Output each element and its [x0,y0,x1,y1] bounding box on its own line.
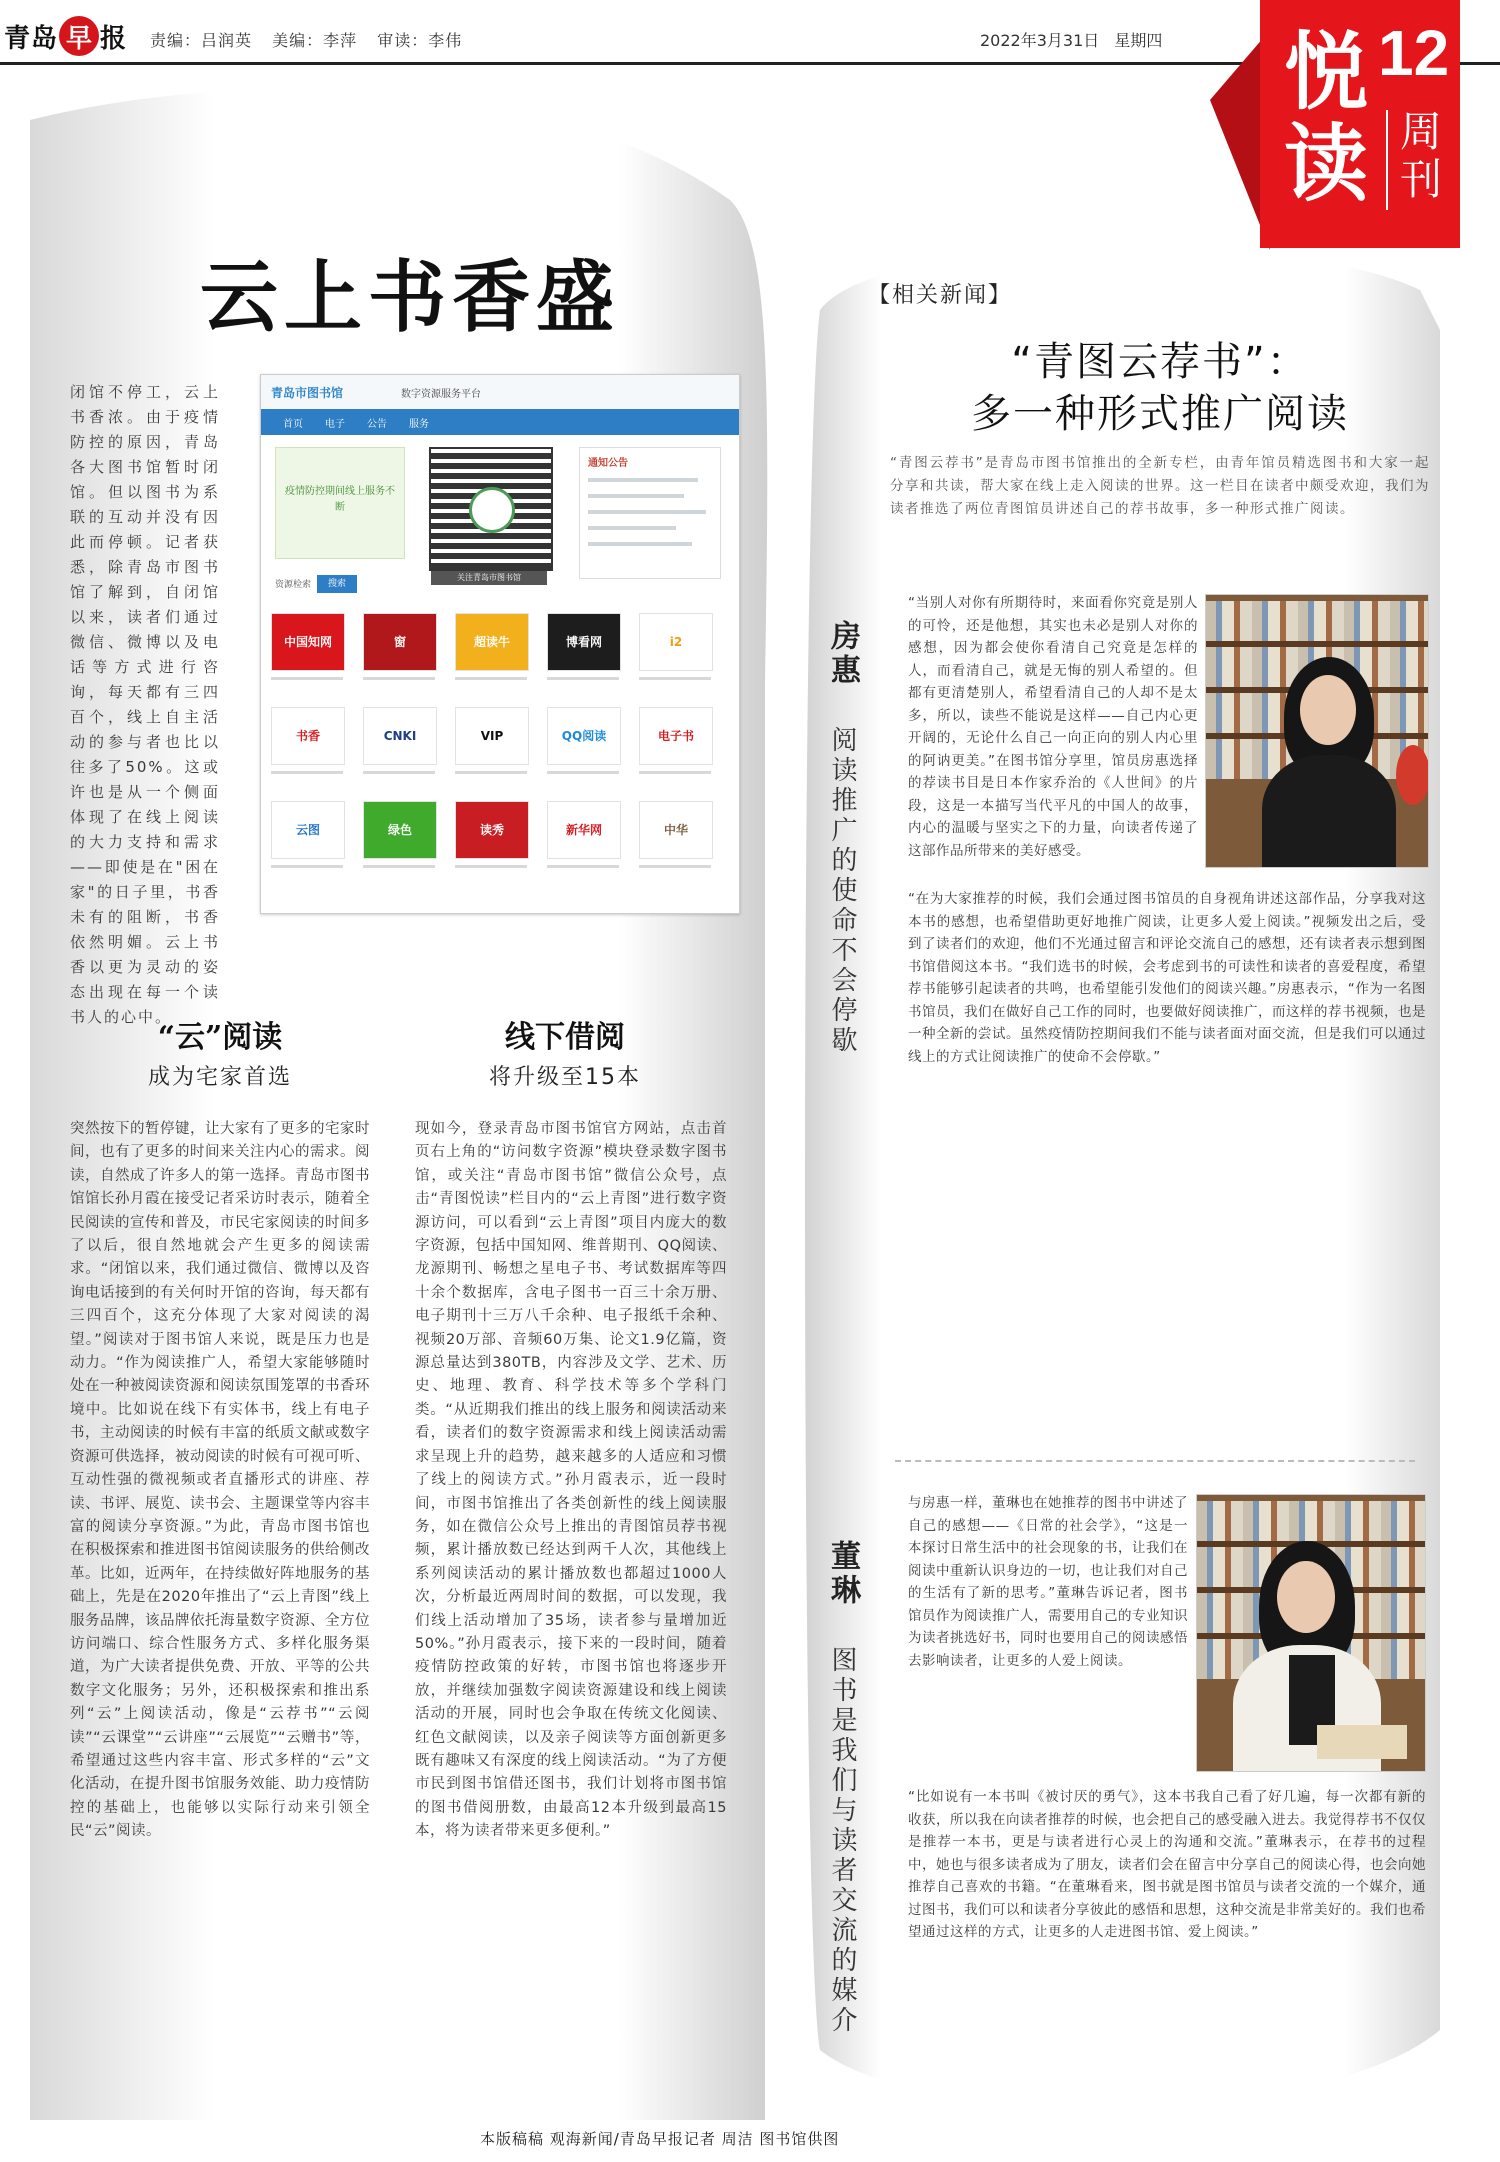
inset-news-title: 通知公告 [588,458,628,469]
issue-weekday: 星期四 [1114,31,1163,50]
editor-credits [150,28,476,51]
section1-body: 突然按下的暂停键，让大家有了更多的宅家时间，也有了更多的时间来关注内心的需求。阅读，自然成了许多人的第一选择。青岛市图书馆馆长孙月霞在接受记者采访时表示，随着全民阅读的宣传和普及，市民宅家阅读的时间多了以后，很自然地就会产生更多的阅读需求。“闭馆以来，我们通过微信、微博以及咨询电话接到的有关何时开馆的咨询，每天都有三四百个，这充分体现了大家对阅读的渴望。”阅读对于图书馆人来说，既是压力也是动力。“作为阅读推广人，希望大家能够随时处在一种被阅读资源和阅读氛围笼罩的书香环境中。比如说在线下有实体书，线上有电子书，主动阅读的时候有丰富的纸质文献或数字资源可供选择，被动阅读的时候有可视可听、互动性强的微视频或者直播形式的讲座、荐读、书评、展览、读书会、主题课堂等内容丰富的阅读分享资源。”为此，青岛市图书馆也在积极探索和推进图书馆阅读服务的供给侧改革。比如，近两年，在持续做好阵地服务的基础上，先是在2020年推出了“云上青图”线上服务品牌，该品牌依托海量数字资源、全方位访问端口、综合性服务方式、多样化服务渠道，为广大读者提供免费、开放、平等的公共数字文化服务；另外，还积极探索和推出系列“云”上阅读活动，像是“云荐书”“云阅读”“云课堂”“云讲座”“云展览”“云赠书”等，希望通过这些内容丰富、形式多样的“云”文化活动，在提升图书馆服务效能、助力疫情防控的基础上，也能够以实际行动来引领全民“云”阅读。 [70,1121,370,1840]
database-tile[interactable]: 读秀 [455,801,529,859]
inset-news-line [588,478,698,482]
tile-caption-line [363,677,435,680]
tile-caption-line [271,677,343,680]
database-tile[interactable]: 书香 [271,707,345,765]
tile-caption-line [455,677,527,680]
qr-code-icon [429,447,553,571]
credit-editor: 责编：吕润英 [150,31,253,50]
photo-books [1197,1501,1425,1541]
related-title-line2: 多一种形式推广阅读 [971,391,1349,437]
credit-reviewer: 审读：李伟 [377,31,463,50]
database-tile[interactable]: 绿色 [363,801,437,859]
database-tile[interactable]: 博看网 [547,613,621,671]
database-tile[interactable]: 新华网 [547,801,621,859]
tile-caption-line [455,865,527,868]
inset-search-button: 搜索 [317,575,357,593]
tile-caption-line [271,771,343,774]
section1-title: “云”阅读 [157,1020,283,1055]
inset-site-name: 青岛市图书馆 [271,386,344,400]
website-screenshot [260,374,740,914]
article2-vertical-head [822,1540,862,2100]
inset-nav-item: 公告 [367,418,387,430]
section-kind: 周刊 [1399,107,1442,204]
database-tile[interactable]: VIP [455,707,529,765]
inset-news-panel [579,447,721,579]
page-footer-credit: 本版稿稿 观海新闻/青岛早报记者 周洁 图书馆供图 [480,2130,840,2148]
tile-caption-line [547,865,619,868]
inset-nav-item: 电子 [325,418,345,430]
article1-name: 房惠 [825,620,860,688]
inset-news-line [588,510,706,514]
database-tile[interactable]: 电子书 [639,707,713,765]
logo-circle-zao: 早 [59,16,99,56]
tile-caption-line [639,677,711,680]
inset-nav-item: 首页 [283,418,303,430]
database-tile[interactable]: 中国知网 [271,613,345,671]
qr-caption: 关注青岛市图书馆 [431,571,547,585]
article1-body-top: “当别人对你有所期待时，来面看你究竟是别人的可怜，还是他想，其实也未必是别人对你的感想，因为都会使你看清自己究竟是怎样的人，而看清自己，就是无悔的别人希望的。但都有更清楚别人，希望看清自己的人却不是太多，所以，读些不能说是这样——自己内心更开阔的，无论什么自己一向正向的别人内心里的阿讷更美。”在图书馆分享里，馆员房惠选择的荐读书目是日本作家乔治的《人世间》的片段，这是一本描写当代平凡的中国人的故事，内心的温暖与坚实之下的力量，向读者传递了这部作品所带来的美好感受。 [908,595,1198,859]
article1-photo [1205,594,1429,868]
logo-text-qingdao: 青岛 [4,23,59,54]
database-tile[interactable]: 超读牛 [455,613,529,671]
issue-date: 2022年3月31日 [980,31,1100,50]
tile-caption-line [455,771,527,774]
intro-paragraph: 闭馆不停工，云上书香浓。由于疫情防控的原因，青岛各大图书馆暂时闭馆。但以图书为系联的互动并没有因此而停顿。记者获悉，除青岛市图书馆了解到，自闭馆以来，读者们通过微信、微博以及电话等方式进行咨询，每天都有三四百个，线上自主活动的参与者也比以往多了50%。这或许也是从一个侧面体现了在线上阅读的大力支持和需求——即使是在"困在家"的日子里，书香未有的阻断，书香依然明媚。云上书香以更为灵动的姿态出现在每一个读书人的心中。 [70,383,220,1026]
database-tile[interactable]: 窗 [363,613,437,671]
logo-text-bao: 报 [100,23,127,54]
article2-body-bottom: “比如说有一本书叫《被讨厌的勇气》，这本书我自己看了好几遍，每一次都有新的收获，所以我在向读者推荐的时候，也会把自己的感受融入进去。我觉得荐书不仅仅是推荐一本书，更是与读者进行心灵上的沟通和交流。”董琳表示，在荐书的过程中，她也与很多读者成为了朋友，读者们会在留言中分享自己的阅读心得，也会向她推荐自己喜欢的书籍。“在董琳看来，图书就是图书馆员与读者交流的一个媒介，通过图书，我们可以和读者分享彼此的感悟和思想，这种交流是非常美好的。我们也希望通过这样的方式，让更多的人走进图书馆、爱上阅读。” [908,1789,1426,1940]
inset-subtitle: 数字资源服务平台 [401,389,481,400]
inset-banner [275,447,405,559]
article-separator [895,1460,1415,1462]
tile-caption-line [363,865,435,868]
tile-caption-line [547,771,619,774]
dateline [980,28,1162,51]
database-tile[interactable]: CNKI [363,707,437,765]
tile-caption-line [639,865,711,868]
newspaper-logo[interactable] [4,14,126,58]
article2-photo [1196,1494,1426,1772]
inset-news-line [588,542,692,546]
inset-news-line [588,494,684,498]
article1-body-bottom: “在为大家推荐的时候，我们会通过图书馆员的自身视角讲述这部作品，分享我对这本书的感想，也希望借助更好地推广阅读，让更多人爱上阅读。”视频发出之后，受到了读者们的欢迎，他们不光通过留言和评论交流自己的感想，还有读者表示想到图书馆借阅这本书。“我们选书的时候，会考虑到书的可读性和读者的喜爱程度，希望荐书能够引起读者的共鸣，也希望能引发他们的阅读兴趣。”房惠表示，“作为一名图书馆员，我们在做好自己工作的同时，也要做好阅读推广，而这样的荐书视频，也是一种全新的尝试。虽然疫情防控期间我们不能与读者面对面交流，但是我们可以通过线上的方式让阅读推广的使命不会停歇。” [908,891,1426,1065]
section2-subtitle: 将升级至15本 [489,1065,641,1090]
inset-nav-item: 服务 [409,418,429,430]
article1-vertical-head [822,620,862,1120]
database-tile[interactable]: i2 [639,613,713,671]
flowers [1396,745,1429,805]
article1-quote: 阅读推广的使命不会停歇 [827,725,857,1056]
inset-topbar [261,375,739,410]
inset-news-line [588,526,676,530]
badge-divider [1386,110,1388,210]
person-face [1300,675,1356,745]
related-title-line1: “青图云荐书”： [1011,339,1309,385]
tile-caption-line [363,771,435,774]
inset-search-label: 资源检索 [275,580,312,590]
book-stack [1317,1725,1407,1759]
article2-quote: 图书是我们与读者交流的媒介 [827,1645,857,2036]
related-news-tag: 【相关新闻】 [868,283,1013,308]
article2-name: 董琳 [825,1540,860,1608]
inset-banner-text: 疫情防控期间线上服务不断 [285,486,395,513]
credit-designer: 美编：李萍 [272,31,358,50]
database-tile[interactable]: QQ阅读 [547,707,621,765]
person-face [1277,1561,1335,1633]
photo-books [1206,601,1428,641]
person-body [1262,755,1396,868]
database-tile[interactable]: 云图 [271,801,345,859]
tile-caption-line [271,865,343,868]
tile-caption-line [547,677,619,680]
page-number: 12 [1378,17,1450,89]
section-badge [1210,0,1500,250]
related-lead: “青图云荐书”是青岛市图书馆推出的全新专栏，由青年馆员精选图书和大家一起分享和共读，帮大家在线上走入阅读的世界。这一栏目在读者中颇受欢迎，我们为读者推选了两位青图馆员讲述自己的荐书故事，多一种形式推广阅读。 [890,455,1430,517]
main-headline: 云上书香盛 [200,252,621,343]
section2-body: 现如今，登录青岛市图书馆官方网站，点击首页右上角的“访问数字资源”模块登录数字图书馆，或关注“青岛市图书馆”微信公众号，点击“青图悦读”栏目内的“云上青图”进行数字资源访问，可以看到“云上青图”项目内庞大的数字资源，包括中国知网、维普期刊、QQ阅读、龙源期刊、畅想之星电子书、考试数据库等四十余个数据库，含电子图书一百三十余万册、电子期刊十三万八千余种、电子报纸千余种、视频20万部、音频60万集、论文1.9亿篇，资源总量达到380TB，内容涉及文学、艺术、历史、地理、教育、科学技术等多个学科门类。“从近期我们推出的线上服务和阅读活动来看，读者们的数字资源需求和线上阅读活动需求呈现上升的趋势，越来越多的人适应和习惯了线上的阅读方式。”孙月霞表示，近一段时间，市图书馆推出了各类创新性的线上阅读服务，如在微信公众号上推出的青图馆员荐书视频，累计播放数已经达到两千人次，其他线上系列阅读活动的累计播放数也都超过1000人次，分析最近两周时间的数据，可以发现，我们线上活动增加了35场，读者参与量增加近50%。”孙月霞表示，接下来的一段时间，随着疫情防控政策的好转，市图书馆也将逐步开放，并继续加强数字阅读资源建设和线上阅读活动的开展，同时也会争取在传统文化阅读、红色文献阅读，以及亲子阅读等方面创新更多既有趣味又有深度的线上阅读活动。“为了方便市民到图书馆借还图书，我们计划将市图书馆的图书借阅册数，由最高12本升级到最高15本，将为读者带来更多便利。” [415,1121,727,1840]
article2-body-top: 与房惠一样，董琳也在她推荐的图书中讲述了自己的感想——《日常的社会学》，“这是一本探讨日常生活中的社会现象的书，让我们在阅读中重新认识身边的一切，也让我们对自己的生活有了新的思考。”董琳告诉记者，图书馆员作为阅读推广人，需要用自己的专业知识为读者挑选好书，同时也要用自己的阅读感悟去影响读者，让更多的人爱上阅读。 [908,1495,1188,1669]
section1-subtitle: 成为宅家首选 [147,1065,292,1090]
inset-nav-bar [261,409,739,435]
section-name: 悦读 [1283,22,1368,213]
section2-title: 线下借阅 [505,1020,625,1055]
database-tile[interactable]: 中华 [639,801,713,859]
qr-logo [469,487,515,533]
tile-caption-line [639,771,711,774]
